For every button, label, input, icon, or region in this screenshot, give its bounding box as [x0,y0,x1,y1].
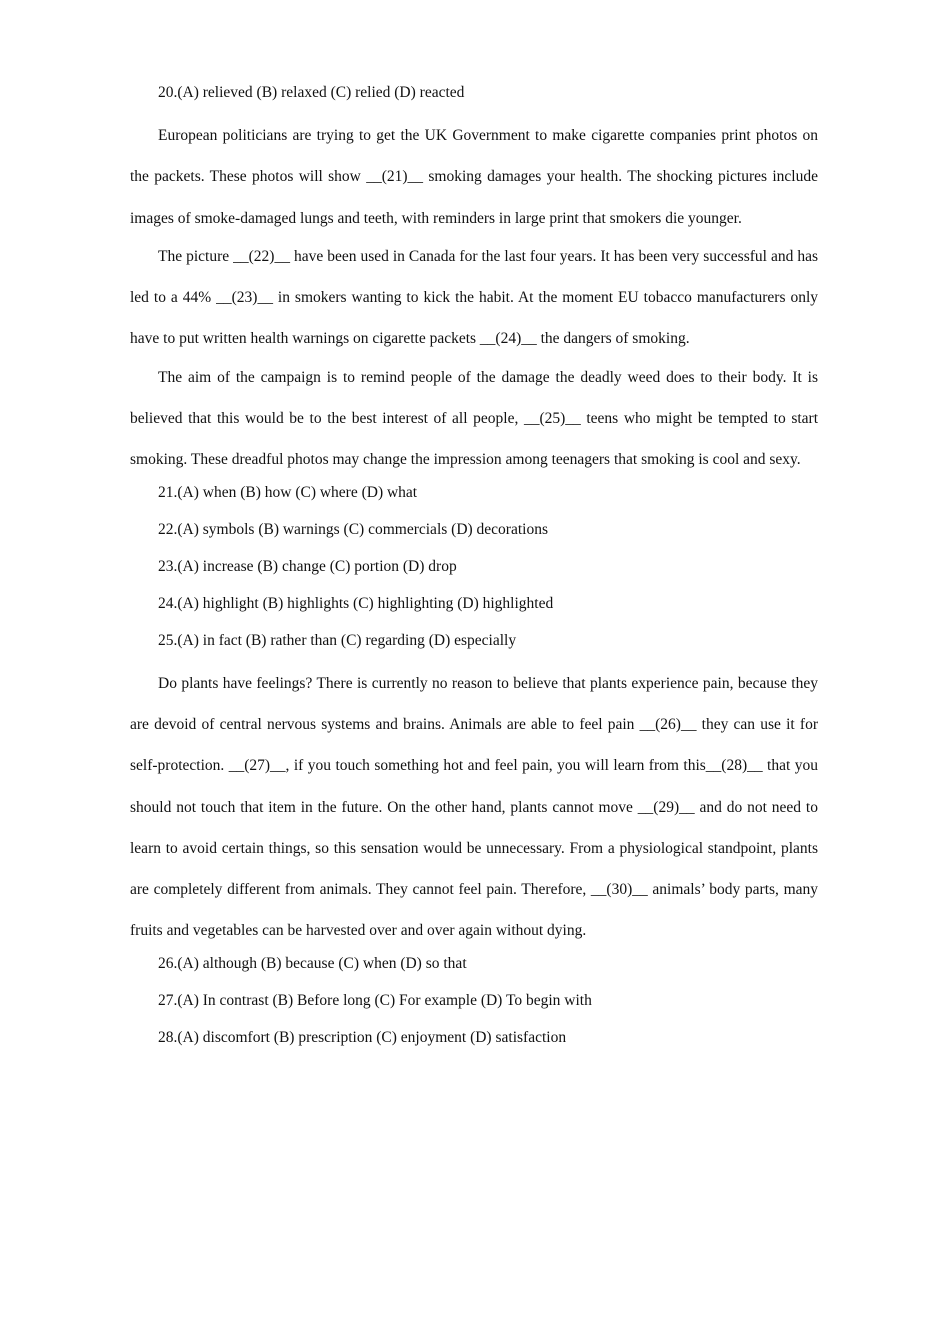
document-page [130,78,818,1060]
question-21-options: 21.(A) when (B) how (C) where (D) what [158,483,418,501]
question-26-options: 26.(A) although (B) because (C) when (D) so that [158,954,467,972]
question-28-options: 28.(A) discomfort (B) prescription (C) enjoyment (D) satisfaction [158,1028,567,1046]
question-25-options: 25.(A) in fact (B) rather than (C) regarding (D) especially [158,631,517,649]
passage-plants-paragraph: Do plants have feelings? There is currently no reason to believe that plants experience pain, because they are devoid of central nervous systems and brains. Animals are able to feel pain __(26)__ they can use it for self-protection. __(27)__, if you touch something hot and feel pain, you will learn from this__(28)__ that you should not touch that item in the future. On the other hand, plants cannot move __(29)__ and do not need to learn to avoid certain things, so this sensation would be unnecessary. From a physiological standpoint, plants are completely different from animals. They cannot feel pain. Therefore, __(30)__ animals’ body parts, many fruits and vegetables can be harvested over and over again without dying. [130,674,818,940]
passage-smoking-paragraph-1: European politicians are trying to get the UK Government to make cigarette companies print photos on the packets. These photos will show __(21)__ smoking damages your health. The shocking pictures include images of smoke-damaged lungs and teeth, with reminders in large print that smokers die younger. [130,127,818,227]
question-24-options: 24.(A) highlight (B) highlights (C) highlighting (D) highlighted [158,594,554,612]
question-22-options: 22.(A) symbols (B) warnings (C) commercials (D) decorations [158,520,548,538]
question-20-options: 20.(A) relieved (B) relaxed (C) relied (D) reacted [158,84,465,101]
question-27-options: 27.(A) In contrast (B) Before long (C) For example (D) To begin with [158,991,592,1009]
passage-smoking-paragraph-2: The picture __(22)__ have been used in Canada for the last four years. It has been very successful and has led to a 44% __(23)__ in smokers wanting to kick the habit. At the moment EU tobacco manufacturers only have to put written health warnings on cigarette packets __(24)__ the dangers of smoking. [130,247,818,348]
question-23-options: 23.(A) increase (B) change (C) portion (D) drop [158,557,457,575]
passage-smoking-paragraph-3: The aim of the campaign is to remind people of the damage the deadly weed does to their body. It is believed that this would be to the best interest of all people, __(25)__ teens who might be tempted to start smoking. These dreadful photos may change the impression among teenagers that smoking is cool and sexy. [130,368,818,469]
